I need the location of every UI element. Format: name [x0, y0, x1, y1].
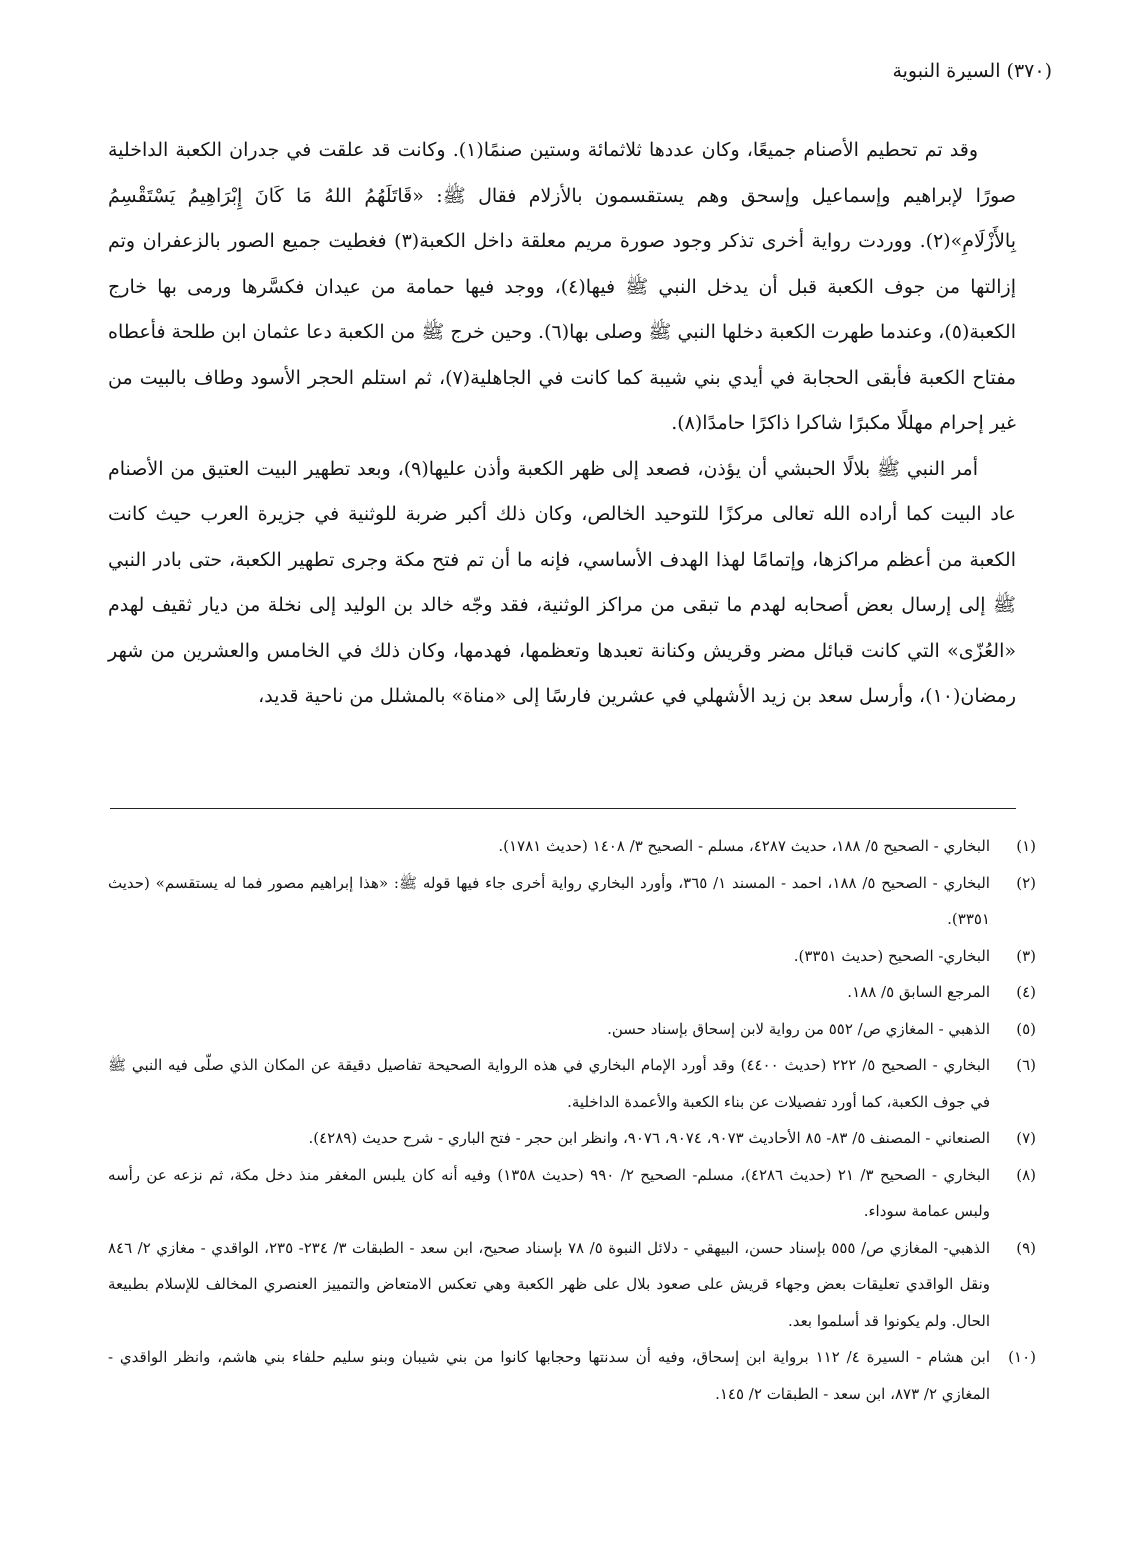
footnote-item — [108, 1157, 1036, 1230]
footnote-number: (٥) — [1016, 1019, 1036, 1038]
footnote-item — [108, 1120, 1036, 1157]
footnote-number: (٦) — [1016, 1056, 1036, 1074]
footnote-number: (١) — [1016, 837, 1036, 855]
paragraph: وقد تم تحطيم الأصنام جميعًا، وكان عددها ثلاثمائة وستين صنمًا(١). وكانت قد علقت في جدران الكعبة الداخلية صورًا لإبراهيم وإسماعيل وإسحق وهم يستقسمون بالأزلام فقال ﷺ: «قَاتَلَهُمُ اللهُ مَا كَانَ إِبْرَاهِيمُ يَسْتَقْسِمُ بِالأَزْلَامِ»(٢). ووردت رواية أخرى تذكر وجود صورة مريم معلقة داخل الكعبة(٣) فغطيت جميع الصور بالزعفران وتم إزالتها من جوف الكعبة قبل أن يدخل النبي ﷺ فيها(٤)، ووجد فيها حمامة من عيدان فكسَّرها ورمى بها خارج الكعبة(٥)، وعندما طهرت الكعبة دخلها النبي ﷺ وصلى بها(٦). وحين خرج ﷺ من الكعبة دعا عثمان ابن طلحة فأعطاه مفتاح الكعبة فأبقى الحجابة في أيدي بني شيبة كما كانت في الجاهلية(٧)، ثم استلم الحجر الأسود وطاف بالبيت من غير إحرام مهللًا مكبرًا شاكرا ذاكرًا حامدًا(٨). — [107, 139, 1016, 434]
paragraph: أمر النبي ﷺ بلالًا الحبشي أن يؤذن، فصعد إلى ظهر الكعبة وأذن عليها(٩)، وبعد تطهير البيت العتيق من الأصنام عاد البيت كما أراده الله تعالى مركزًا للتوحيد الخالص، وكان ذلك أكبر ضربة للوثنية في جزيرة العرب حيث كانت الكعبة من أعظم مراكزها، وإتمامًا لهذا الهدف الأساسي، فإنه ما أن تم فتح مكة وجرى تطهير الكعبة، حتى بادر النبي ﷺ إلى إرسال بعض أصحابه لهدم ما تبقى من مراكز الوثنية، فقد وجّه خالد بن الوليد إلى نخلة من ديار ثقيف لهدم «العُزّى» التي كانت قبائل مضر وقريش وكنانة تعبدها وتعظمها، فهدمها، وكان ذلك في الخامس والعشرين من شهر رمضان(١٠)، وأرسل سعد بن زيد الأشهلي في عشرين فارسًا إلى «مناة» بالمشلل من ناحية قديد، — [108, 457, 1016, 707]
footnote-divider — [110, 808, 1016, 809]
footnote-number: (٨) — [1016, 1165, 1036, 1184]
footnote-number: (٢) — [1016, 873, 1036, 892]
footnote-item — [108, 938, 1036, 975]
footnote-item — [108, 828, 1036, 865]
footnote-item — [108, 974, 1036, 1011]
footnote-text: المرجع السابق ٥/ ١٨٨. — [847, 983, 990, 1001]
footnote-item — [108, 865, 1036, 938]
footnote-text: الذهبي - المغازي ص/ ٥٥٢ من رواية لابن إسحاق بإسناد حسن. — [607, 1019, 990, 1038]
footnotes — [108, 828, 1036, 1412]
main-text — [108, 128, 1016, 720]
running-header — [72, 58, 1052, 84]
footnote-text: البخاري - الصحيح ٥/ ١٨٨، احمد - المسند ١/ ٣٦٥، وأورد البخاري رواية أخرى جاء فيها قوله ﷺ: «هذا إبراهيم مصور فما له يستقسم» (حديث ٣٣٥١). — [108, 873, 990, 928]
footnote-text: البخاري - الصحيح ٥/ ٢٢٢ (حديث ٤٤٠٠) وقد أورد الإمام البخاري في هذه الرواية الصحيحة تفاصيل دقيقة عن المكان الذي صلّى فيه النبي ﷺ في جوف الكعبة، كما أورد تفصيلات عن بناء الكعبة والأعمدة الداخلية. — [108, 1056, 990, 1111]
footnote-number: (٣) — [1016, 946, 1036, 965]
footnote-text: الذهبي- المغازي ص/ ٥٥٥ بإسناد حسن، البيهقي - دلائل النبوة ٥/ ٧٨ بإسناد صحيح، ابن سعد - الطبقات ٣/ ٢٣٤- ٢٣٥، الواقدي - مغازي ٢/ ٨٤٦ ونقل الواقدي تعليقات بعض وجهاء قريش على صعود بلال على ظهر الكعبة وهي تعكس الامتعاض والتمييز العنصري المخالف للإسلام بطبيعة الحال. ولم يكونوا قد أسلموا بعد. — [108, 1238, 991, 1330]
footnote-number: (١٠) — [1008, 1348, 1036, 1366]
footnote-number: (٩) — [1016, 1238, 1036, 1257]
footnote-item — [108, 1339, 1036, 1412]
footnote-text: البخاري - الصحيح ٣/ ٢١ (حديث ٤٢٨٦)، مسلم- الصحيح ٢/ ٩٩٠ (حديث ١٣٥٨) وفيه أنه كان يلبس المغفر منذ دخل مكة، ثم نزعه عن رأسه ولبس عمامة سوداء. — [108, 1165, 990, 1220]
footnote-text: البخاري - الصحيح ٥/ ١٨٨، حديث ٤٢٨٧، مسلم - الصحيح ٣/ ١٤٠٨ (حديث ١٧٨١). — [498, 837, 990, 855]
header-title: (٣٧٠) السيرة النبوية — [892, 60, 1052, 82]
footnote-text: البخاري- الصحيح (حديث ٣٣٥١). — [793, 946, 990, 965]
footnote-item — [108, 1047, 1036, 1120]
footnote-number: (٤) — [1016, 983, 1036, 1001]
footnote-item — [108, 1230, 1036, 1340]
footnote-text: ابن هشام - السيرة ٤/ ١١٢ برواية ابن إسحاق، وفيه أن سدنتها وحجابها كانوا من بني شيبان وبنو سليم حلفاء بني هاشم، وانظر الواقدي - المغازي ٢/ ٨٧٣، ابن سعد - الطبقات ٢/ ١٤٥. — [108, 1348, 990, 1403]
footnote-number: (٧) — [1016, 1129, 1036, 1147]
footnote-text: الصنعاني - المصنف ٥/ ٨٣- ٨٥ الأحاديث ٩٠٧٣، ٩٠٧٤، ٩٠٧٦، وانظر ابن حجر - فتح الباري - شرح حديث (٤٢٨٩). — [308, 1129, 990, 1147]
footnote-item — [108, 1011, 1036, 1048]
